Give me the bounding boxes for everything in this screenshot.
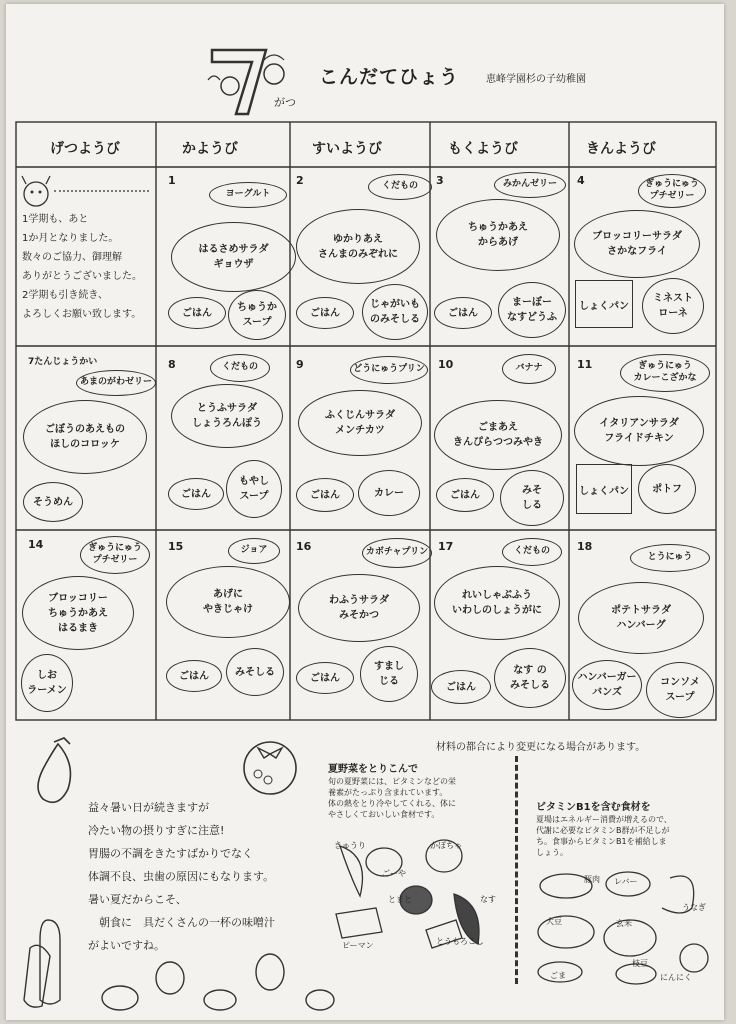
soup-oval: みそしる (226, 648, 284, 696)
snack-oval: ぎゅうにゅう プチゼリー (80, 536, 150, 574)
summer-advice: 益々暑い日が続きますが 冷たい物の摂りすぎに注意! 胃腸の不調をきたすばかりでなく 体調不良、虫歯の原因にもなります。 暑い夏だからこそ、 朝食に 具だくさんの一杯の味噌汁 がよいですね。 (88, 801, 275, 952)
weekday-tue: かようび (182, 141, 238, 157)
notice-text: 1学期も、あと 1か月となりました。 数々のご協力、御理解 ありがとうございました。 2学期も引き続き、 よろしくお願い致します。 (22, 214, 142, 320)
snack-oval: とうにゅう (630, 544, 710, 572)
food-label: 枝豆 (632, 959, 648, 968)
soup-oval: じゃがいも のみそしる (362, 284, 428, 340)
snack-oval: くだもの (502, 538, 562, 566)
section-divider (515, 756, 518, 984)
day-number: 16 (296, 540, 312, 553)
food-label: 玄米 (616, 919, 632, 928)
staple-oval: ごはん (296, 297, 354, 329)
soup-oval: ちゅうか スープ (228, 290, 286, 340)
snack-oval: ジョア (228, 538, 280, 564)
snack-oval: くだもの (368, 174, 432, 200)
main-dish-oval: ふくじんサラダ メンチカツ (298, 390, 422, 456)
main-dish-oval: イタリアンサラダ フライドチキン (574, 396, 704, 466)
month-suffix: がつ (274, 96, 296, 109)
staple-oval: ごはん (296, 478, 354, 512)
main-dish-oval: ブロッコリーサラダ さかなフライ (574, 210, 700, 278)
vegetable-characters-icon (20, 908, 340, 1020)
soup-oval: もやし スープ (226, 460, 282, 518)
notice-border (54, 190, 149, 192)
soup-oval: まーぼー なすどうふ (498, 282, 566, 338)
soup-oval: ミネスト ローネ (642, 278, 704, 334)
bread-box: しょくパン (575, 280, 633, 328)
day-number: 18 (577, 540, 593, 553)
snack-oval: くだもの (210, 354, 270, 382)
day-number: 2 (296, 174, 304, 187)
day-number: 9 (296, 358, 304, 371)
eggplant-icon (28, 734, 88, 814)
vitamin-text: 夏場はエネルギー消費が増えるので、 代謝に必要なビタミンB群が不足しが ち。食事からビタミンB1を補給しま しょう。 (536, 815, 672, 857)
day-number: 17 (438, 540, 454, 553)
staple-oval: ごはん (168, 478, 224, 510)
school-name: 恵峰学園杉の子幼稚園 (486, 74, 586, 85)
page-title: こんだてひょう (319, 66, 460, 88)
snack-oval: カボチャプリン (362, 538, 432, 568)
main-dish-oval: ごぼうのあえもの ほしのコロッケ (23, 400, 147, 474)
staple-oval: ごはん (168, 297, 226, 329)
snack-oval: ぎゅうにゅう プチゼリー (638, 174, 706, 208)
snack-oval: あまのがわゼリー (76, 370, 156, 396)
food-label: 豚肉 (584, 875, 600, 884)
vitamin-heading: ビタミンB1を含む食材を (536, 802, 651, 813)
summer-text: 旬の夏野菜には、ビタミンなどの栄 養素がたっぷり含まれています。 体の熱をとり冷やしてくれる、体に やさしくておいしい食材です。 (328, 777, 456, 819)
staple-oval: ごはん (436, 478, 494, 512)
day-number: 15 (168, 540, 184, 553)
veg-label: とまと (388, 895, 412, 904)
veg-label: とうもろこし (436, 937, 484, 946)
bread-oval: ハンバーガー バンズ (572, 660, 642, 710)
day-number: 1 (168, 174, 176, 187)
snack-oval: バナナ (502, 354, 556, 384)
day-number: 3 (436, 174, 444, 187)
snack-oval: ぎゅうにゅう カレーこざかな (620, 354, 710, 392)
day-number: 10 (438, 358, 454, 371)
snack-oval: みかんゼリー (494, 172, 566, 198)
main-dish-oval: わふうサラダ みそかつ (298, 574, 420, 642)
main-dish-oval: あげに やきじゃけ (166, 566, 290, 638)
soup-oval: なす の みそしる (494, 648, 566, 708)
main-dish-oval: ブロッコリー ちゅうかあえ はるまき (22, 576, 134, 650)
soup-oval: ポトフ (638, 464, 696, 514)
food-label: にんにく (660, 973, 692, 982)
soup-oval: みそ しる (500, 470, 564, 526)
main-dish-oval: れいしゃぶふう いわしのしょうがに (434, 566, 560, 640)
snack-oval: ヨーグルト (209, 182, 287, 208)
veg-label: ピーマン (342, 941, 374, 950)
day-number: 11 (577, 358, 593, 371)
main-dish-oval: ゆかりあえ さんまのみぞれに (296, 209, 420, 284)
day-number: 7たんじょうかい (28, 357, 98, 367)
day-number: 4 (577, 174, 585, 187)
staple-oval: ごはん (434, 297, 492, 329)
main-dish-oval: はるさめサラダ ギョウザ (171, 222, 296, 292)
veg-label: なす (480, 895, 496, 904)
main-dish-oval: とうふサラダ しょうろんぽう (171, 384, 283, 448)
veg-label: きゅうり (334, 841, 366, 850)
change-note: 材料の都合により変更になる場合があります。 (436, 742, 646, 753)
summer-heading: 夏野菜をとりこんで (328, 764, 418, 775)
menu-sheet (6, 4, 724, 1020)
weekday-thu: もくようび (448, 141, 518, 157)
weekday-wed: すいようび (312, 141, 382, 157)
veg-label: ごーや (382, 869, 406, 878)
snack-oval: どうにゅうプリン (350, 356, 428, 384)
main-dish-oval: ポテトサラダ ハンバーグ (578, 582, 704, 654)
food-label: レバー (614, 877, 638, 886)
day-number: 14 (28, 538, 44, 551)
ramen-oval: しお ラーメン (21, 654, 73, 712)
weekday-mon: げつようび (50, 141, 120, 157)
main-dish-oval: ちゅうかあえ からあげ (436, 199, 560, 271)
staple-oval: ごはん (296, 662, 354, 694)
food-label: ごま (550, 971, 566, 980)
bread-box: しょくパン (576, 464, 632, 514)
veg-label: かぼちゃ (430, 841, 462, 850)
character-icon (18, 172, 54, 212)
weekday-fri: きんようび (586, 141, 656, 157)
staple-oval: ごはん (166, 660, 222, 692)
food-label: 大豆 (546, 917, 562, 926)
soup-oval: コンソメ スープ (646, 662, 714, 718)
food-label: うなぎ (682, 903, 706, 912)
curry-oval: カレー (358, 470, 420, 516)
staple-oval: ごはん (431, 670, 491, 704)
noodle-oval: そうめん (23, 482, 83, 522)
main-dish-oval: ごまあえ きんぴらつつみやき (434, 400, 562, 470)
soup-oval: すまし じる (360, 646, 418, 702)
tomato-icon (234, 734, 304, 798)
day-number: 8 (168, 358, 176, 371)
